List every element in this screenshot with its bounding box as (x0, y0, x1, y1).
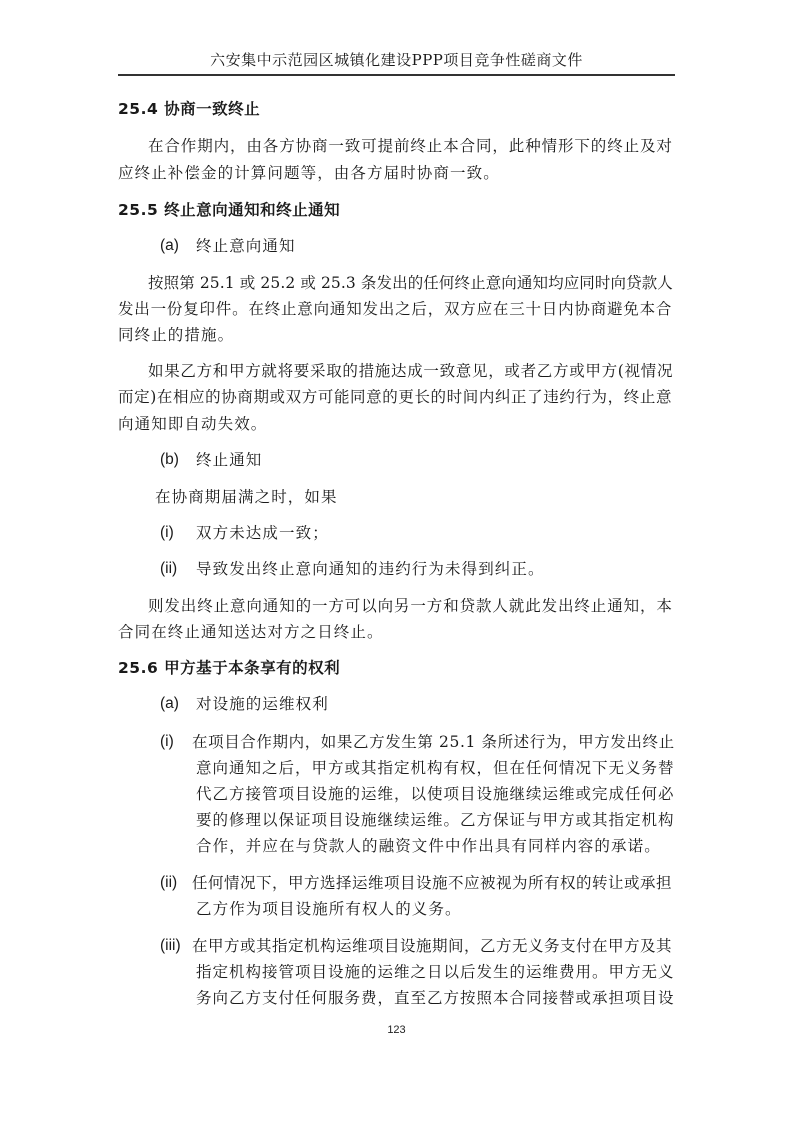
paragraph-line: 发出一份复印件。在终止意向通知发出之后，双方应在三十日内协商避免本合 (118, 300, 673, 318)
document-header: 六安集中示范园区城镇化建设PPP项目竞争性磋商文件 (210, 51, 583, 69)
header-divider (118, 74, 675, 76)
paragraph-line: 按照第 25.1 或 25.2 或 25.3 条发出的任何终止意向通知均应同时向贷款人 (148, 274, 673, 292)
section-heading-25-6: 25.6 甲方基于本条享有的权利 (118, 659, 341, 677)
item-text-i: 双方未达成一致； (196, 524, 329, 542)
item-label-i: (i) (160, 524, 174, 541)
paragraph-line: 如果乙方和甲方就将要采取的措施达成一致意见，或者乙方或甲方(视情况 (148, 362, 674, 380)
item-text-line: 代乙方接管项目设施的运维，以使项目设施继续运维或完成任何必 (196, 785, 675, 803)
paragraph-line: 向通知即自动失效。 (118, 415, 268, 433)
item-label-a: (a) (160, 237, 179, 254)
paragraph-line: 在协商期届满之时，如果 (155, 488, 338, 506)
item-text-line: 在项目合作期内，如果乙方发生第 25.1 条所述行为，甲方发出终止 (192, 733, 675, 751)
item-text-a: 终止意向通知 (196, 237, 296, 255)
item-text-line: 务向乙方支付任何服务费，直至乙方按照本合同接替或承担项目设 (196, 989, 675, 1007)
item-text-b: 终止通知 (196, 451, 263, 469)
paragraph-line: 则发出终止意向通知的一方可以向另一方和贷款人就此发出终止通知，本 (148, 597, 673, 615)
item-label-iii: (iii) (160, 937, 181, 954)
item-text-line: 意向通知之后，甲方或其指定机构有权，但在任何情况下无义务替 (196, 759, 675, 777)
item-label-ii: (ii) (160, 874, 178, 891)
page-number: 123 (387, 1024, 406, 1036)
section-heading-25-4: 25.4 协商一致终止 (118, 100, 261, 118)
paragraph-line: 而定)在相应的协商期或双方可能同意的更长的时间内纠正了违约行为，终止意 (118, 388, 673, 406)
item-text-a: 对设施的运维权利 (196, 695, 329, 713)
item-label-i: (i) (160, 733, 174, 750)
section-heading-25-5: 25.5 终止意向通知和终止通知 (118, 201, 341, 219)
item-label-ii: (ii) (160, 560, 178, 577)
item-text-line: 指定机构接管项目设施的运维之日以后发生的运维费用。甲方无义 (196, 963, 675, 981)
paragraph-line: 合同在终止通知送达对方之日终止。 (118, 623, 384, 641)
paragraph-line: 在合作期内，由各方协商一致可提前终止本合同，此种情形下的终止及对 (148, 137, 673, 155)
item-text-line: 合作，并应在与贷款人的融资文件中作出具有同样内容的承诺。 (196, 837, 661, 855)
item-text-line: 任何情况下，甲方选择运维项目设施不应被视为所有权的转让或承担 (192, 874, 673, 892)
item-label-a: (a) (160, 695, 179, 712)
item-text-line: 在甲方或其指定机构运维项目设施期间，乙方无义务支付在甲方及其 (192, 937, 673, 955)
paragraph-line: 应终止补偿金的计算问题等，由各方届时协商一致。 (118, 164, 500, 182)
paragraph-line: 同终止的措施。 (118, 326, 235, 344)
item-text-line: 要的修理以保证项目设施继续运维。乙方保证与甲方或其指定机构 (196, 811, 675, 829)
item-text-line: 乙方作为项目设施所有权人的义务。 (196, 900, 462, 918)
item-text-ii: 导致发出终止意向通知的违约行为未得到纠正。 (196, 560, 545, 578)
item-label-b: (b) (160, 451, 179, 468)
